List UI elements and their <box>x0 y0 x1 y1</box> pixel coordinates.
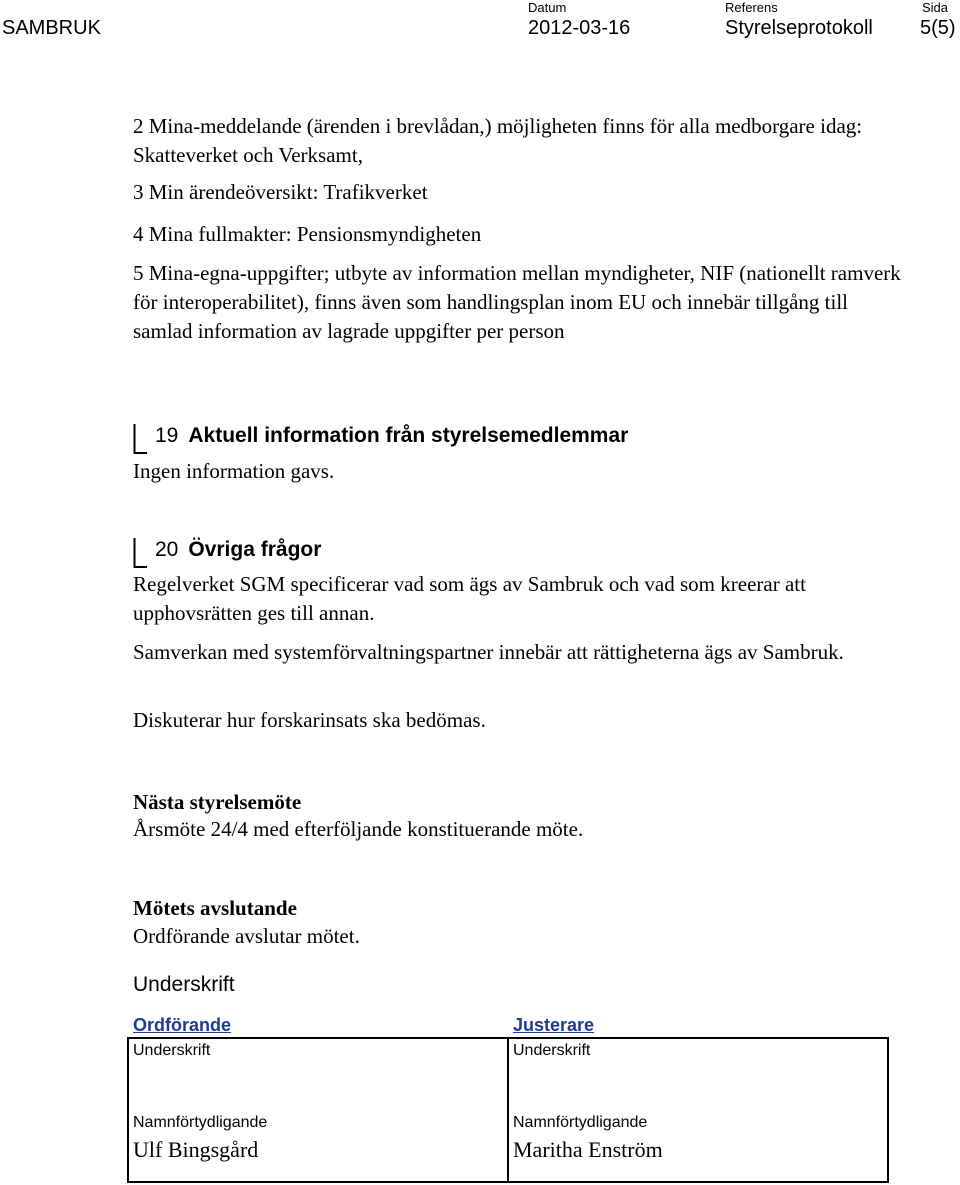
section-20-paragraph: Diskuterar hur forskarinsats ska bedömas. <box>133 708 486 732</box>
section-19-number: 19 <box>155 424 179 447</box>
item-mina-egna-uppgifter: 5 Mina-egna-uppgifter; utbyte av information mellan myndigheter, NIF (nationellt ramverk för interoperabilitet), finns även som handlingsplan inom EU och innebär tillgång till samlad information av lagrade uppgifter per person <box>133 261 901 343</box>
reference-value: Styrelseprotokoll <box>725 17 873 39</box>
adjuster-signature-label: Underskrift <box>513 1042 591 1059</box>
reference-label: Referens <box>725 0 778 15</box>
item-min-arendeoversikt: 3 Min ärendeöversikt: Trafikverket <box>133 180 428 204</box>
chair-role-label: Ordförande <box>133 1015 232 1035</box>
adjuster-name-label: Namnförtydligande <box>513 1114 648 1131</box>
chair-name: Ulf Bingsgård <box>133 1137 259 1162</box>
adjuster-name: Maritha Enström <box>513 1137 663 1162</box>
item-mina-fullmakter: 4 Mina fullmakter: Pensionsmyndigheten <box>133 222 482 246</box>
section-20-heading <box>133 538 321 562</box>
section-20-paragraph: Samverkan med systemförvaltningspartner innebär att rättigheterna ägs av Sambruk. <box>133 640 844 664</box>
next-meeting-text: Årsmöte 24/4 med efterföljande konstituerande möte. <box>133 817 584 841</box>
section-19-heading <box>133 424 628 448</box>
page-number: 5(5) <box>920 17 956 39</box>
section-19-text: Ingen information gavs. <box>133 459 335 483</box>
page-label: Sida <box>922 0 949 15</box>
closing-text: Ordförande avslutar mötet. <box>133 924 360 948</box>
adjuster-role-label: Justerare <box>513 1015 595 1035</box>
section-20-number: 20 <box>155 538 179 561</box>
date-label: Datum <box>528 0 567 15</box>
next-meeting-title: Nästa styrelsemöte <box>133 790 302 814</box>
chair-signature-label: Underskrift <box>133 1042 211 1059</box>
section-20-title: Övriga frågor <box>188 538 322 561</box>
section-20-paragraph: Regelverket SGM specificerar vad som ägs av Sambruk och vad som kreerar att upphovsrätten ges till annan. <box>133 572 806 625</box>
date-value: 2012-03-16 <box>528 17 631 39</box>
section-19-title: Aktuell information från styrelsemedlemmar <box>188 424 629 447</box>
org-name: SAMBRUK <box>2 17 101 39</box>
item-mina-meddelande: 2 Mina-meddelande (ärenden i brevlådan,) möjligheten finns för alla medborgare idag: Skatteverket och Verksamt, <box>133 114 863 167</box>
chair-name-label: Namnförtydligande <box>133 1114 268 1131</box>
signature-heading: Underskrift <box>133 973 235 996</box>
closing-title: Mötets avslutande <box>133 896 297 920</box>
